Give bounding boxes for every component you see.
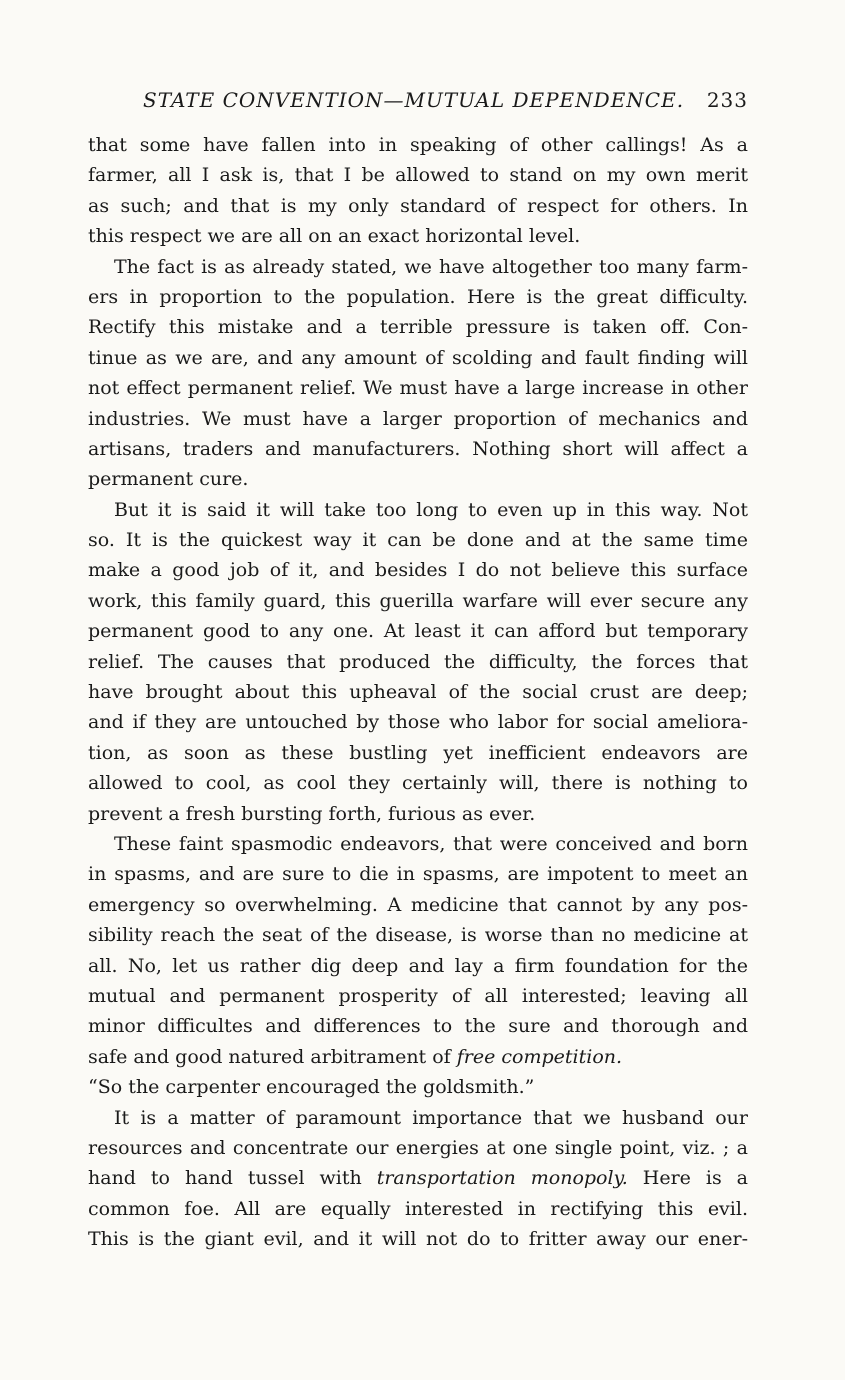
text-line: permanent good to any one. At least it can afford but temporary: [88, 620, 748, 643]
text-line: These faint spasmodic endeavors, that were conceived and born: [114, 832, 748, 855]
text-line: this respect we are all on an exact horizontal level.: [88, 225, 581, 248]
text-segment: safe and good natured arbitrament of: [88, 1045, 451, 1068]
text-line: have brought about this upheaval of the social crust are deep;: [88, 681, 748, 704]
text-line: This is the giant evil, and it will not do to fritter away our ener-: [88, 1228, 748, 1251]
emphasis-transportation-monopoly: transportation monopoly.: [376, 1167, 628, 1190]
text-line: make a good job of it, and besides I do not believe this surface: [88, 559, 748, 582]
text-line: tion, as soon as these bustling yet inefficient endeavors are: [88, 741, 748, 764]
text-line: that some have fallen into in speaking of other callings! As a: [88, 134, 748, 156]
paragraph-5: [88, 1072, 748, 1102]
text-line: permanent cure.: [88, 468, 249, 491]
paragraph-1: [88, 130, 748, 252]
text-line: resources and concentrate our energies at one single point, viz. ; a: [88, 1136, 748, 1159]
text-line: [88, 1042, 748, 1072]
running-head-title: STATE CONVENTION—MUTUAL DEPENDENCE.: [143, 88, 685, 112]
text-segment: Here is a: [642, 1167, 748, 1190]
quote-line: “So the carpenter encouraged the goldsmith.”: [88, 1076, 535, 1099]
text-line: industries. We must have a larger proportion of mechanics and: [88, 407, 748, 430]
text-line: allowed to cool, as cool they certainly will, there is nothing to: [88, 772, 748, 795]
text-line: all. No, let us rather dig deep and lay a firm foundation for the: [88, 954, 748, 977]
paragraph-4: [88, 829, 748, 1072]
text-line: Rectify this mistake and a terrible pressure is taken off. Con-: [88, 316, 748, 339]
running-head: [143, 88, 748, 112]
text-line: [88, 1163, 748, 1193]
body-text: [88, 130, 748, 1254]
text-line: and if they are untouched by those who labor for social ameliora-: [88, 711, 748, 734]
text-line: work, this family guard, this guerilla warfare will ever secure any: [88, 589, 748, 612]
text-line: prevent a fresh bursting forth, furious as ever.: [88, 802, 536, 825]
text-line: so. It is the quickest way it can be done and at the same time: [88, 529, 748, 552]
text-line: mutual and permanent prosperity of all interested; leaving all: [88, 984, 748, 1007]
paragraph-3: [88, 495, 748, 829]
paragraph-2: [88, 252, 748, 495]
text-line: in spasms, and are sure to die in spasms, are impotent to meet an: [88, 863, 748, 886]
text-line: ers in proportion to the population. Here is the great difficulty.: [88, 285, 748, 308]
text-line: artisans, traders and manufacturers. Nothing short will affect a: [88, 437, 748, 460]
text-line: relief. The causes that produced the difficulty, the forces that: [88, 650, 748, 673]
text-line: as such; and that is my only standard of respect for others. In: [88, 194, 748, 217]
page-content: [88, 88, 748, 1254]
text-line: It is a matter of paramount importance that we husband our: [114, 1106, 748, 1129]
text-line: emergency so overwhelming. A medicine that cannot by any pos-: [88, 893, 748, 916]
text-line: minor difficultes and differences to the sure and thorough and: [88, 1015, 748, 1038]
text-line: sibility reach the seat of the disease, is worse than no medicine at: [88, 924, 748, 947]
emphasis-free-competition: free competition.: [456, 1045, 623, 1068]
text-line: farmer, all I ask is, that I be allowed to stand on my own merit: [88, 164, 748, 187]
paragraph-6: [88, 1103, 748, 1255]
text-line: common foe. All are equally interested in rectifying this evil.: [88, 1197, 748, 1220]
text-line: The fact is as already stated, we have altogether too many farm-: [114, 255, 748, 278]
text-line: not effect permanent relief. We must have a large increase in other: [88, 377, 748, 400]
text-segment: hand to hand tussel with: [88, 1167, 362, 1190]
text-line: tinue as we are, and any amount of scolding and fault finding will: [88, 346, 748, 369]
page-number: 233: [706, 88, 748, 112]
text-line: But it is said it will take too long to even up in this way. Not: [114, 498, 748, 521]
